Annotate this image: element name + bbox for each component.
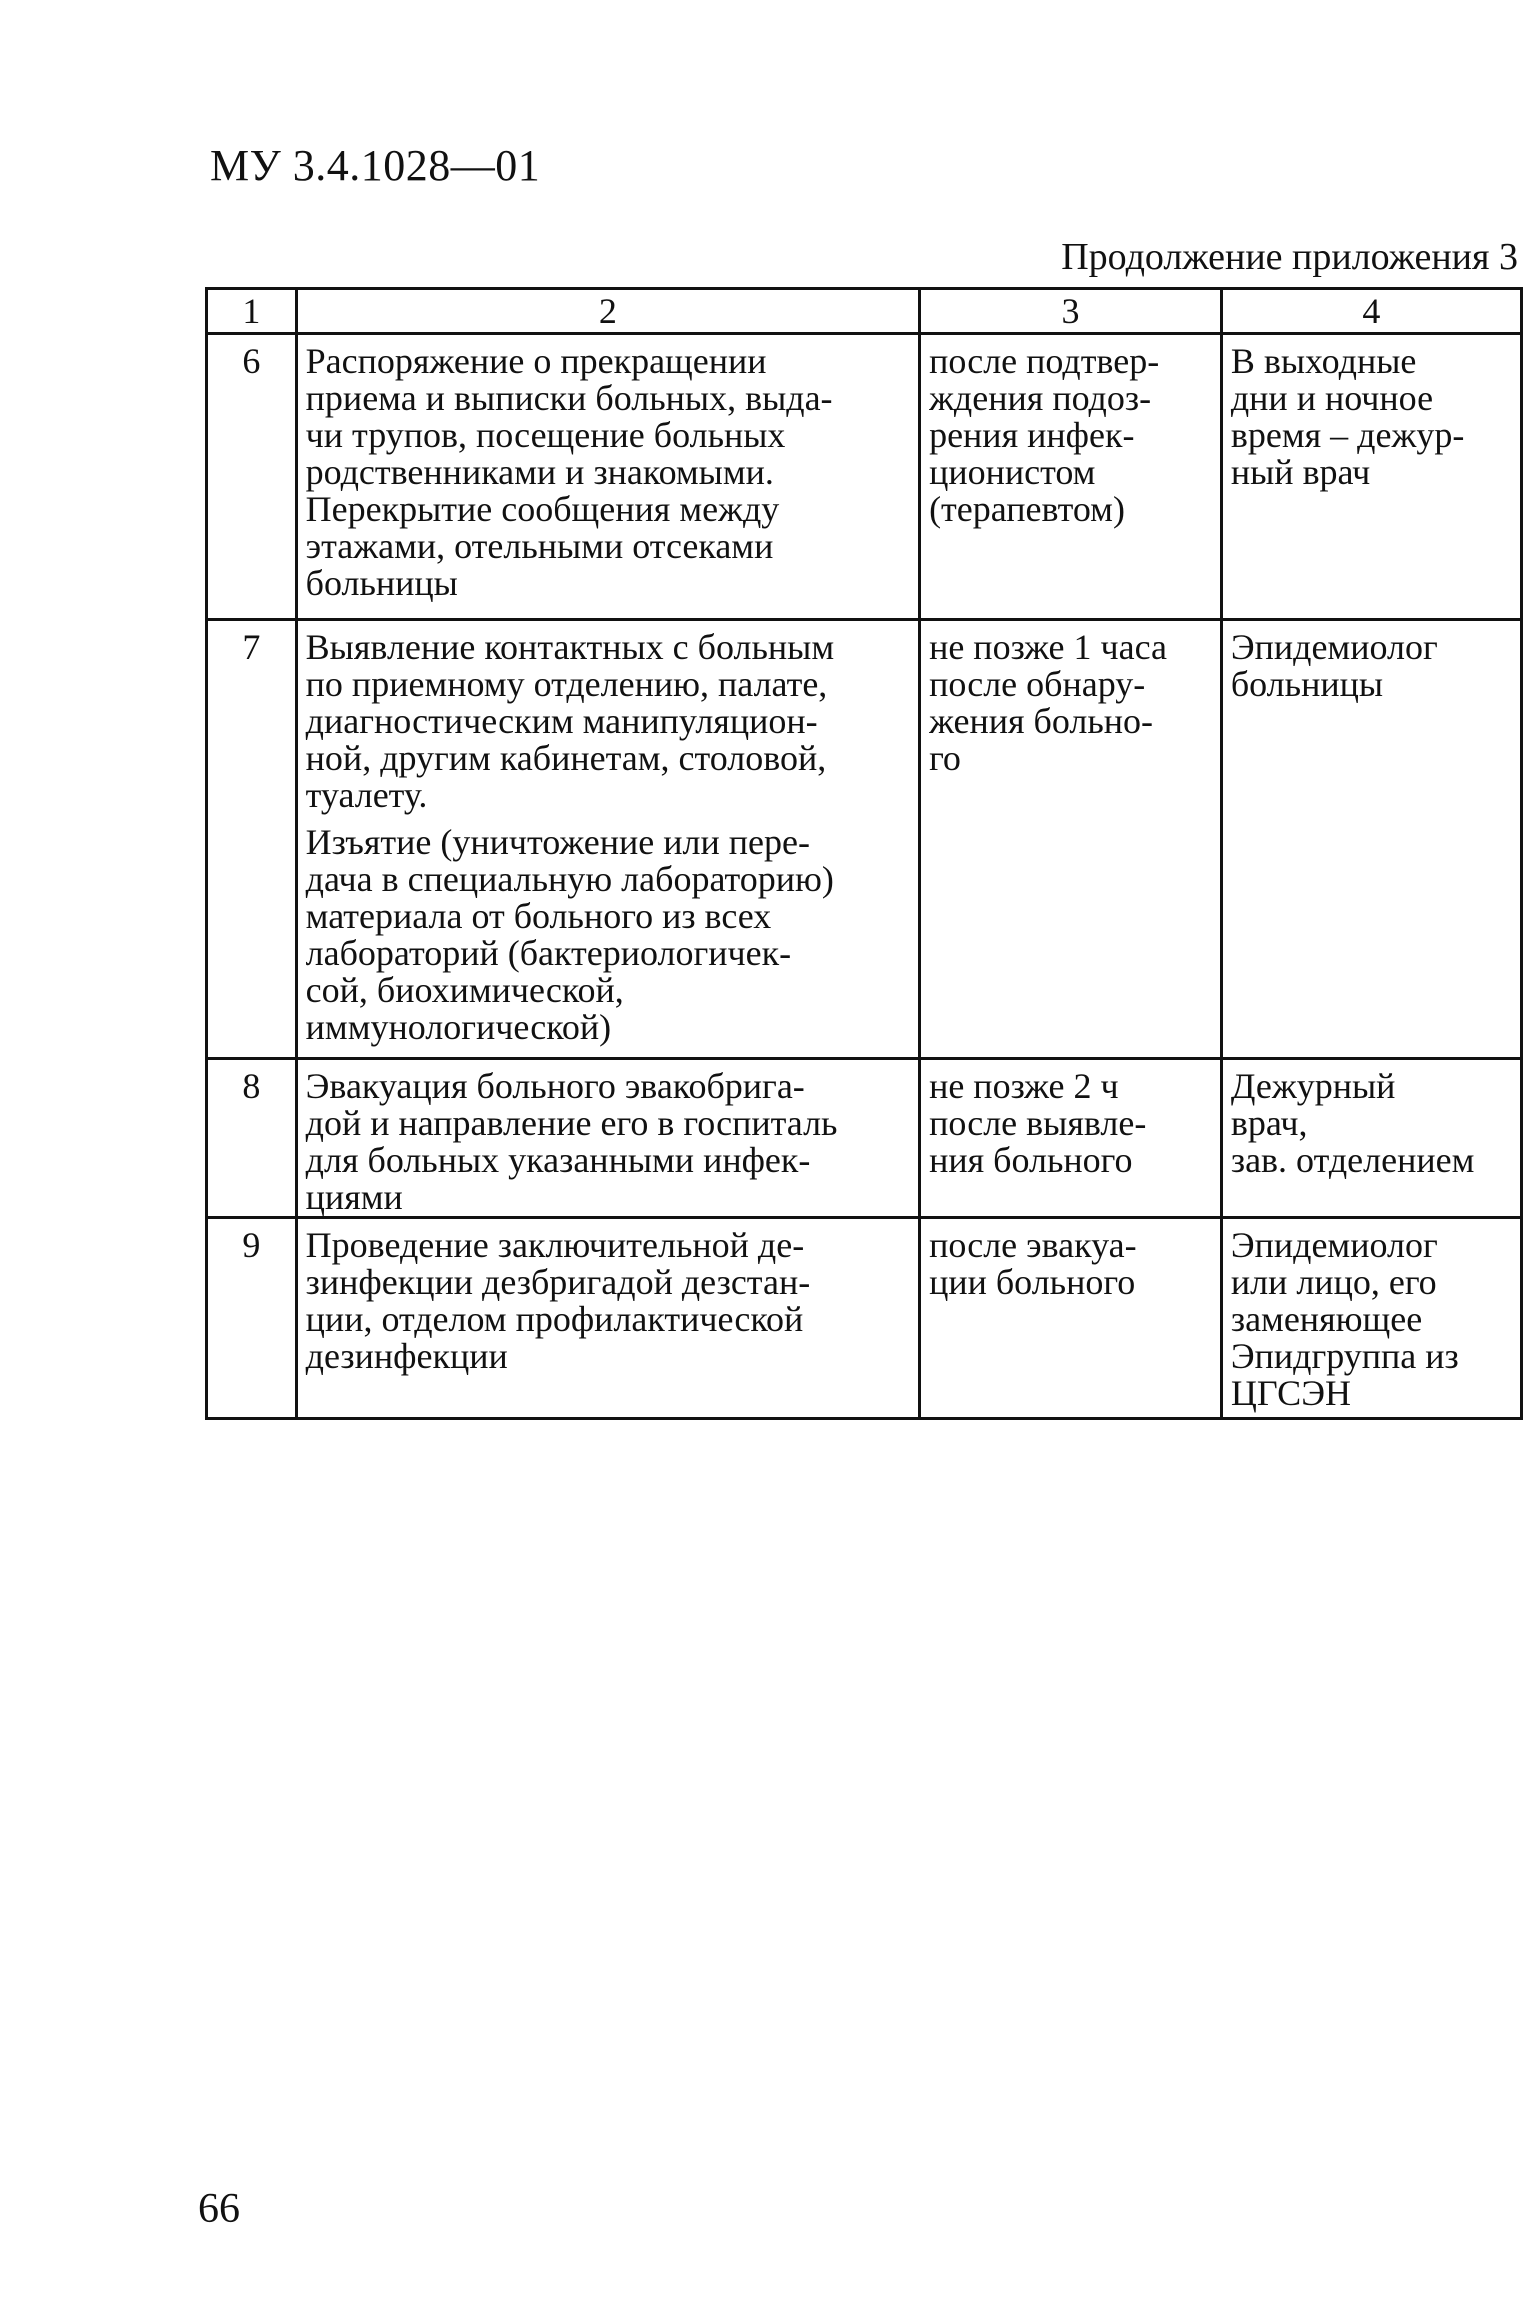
responsible-cell [1221,1218,1521,1419]
row-number: 6 [207,334,297,620]
responsible-cell [1221,334,1521,620]
responsible-text: Эпидемиолог больницы [1230,627,1438,704]
responsible-cell [1221,620,1521,1059]
timing-cell [920,1059,1222,1218]
timing-text: не позже 2 ч после выявле- ния больного [929,1066,1147,1180]
row-number: 9 [207,1218,297,1419]
action-text-secondary: Изъятие (уничтожение или пере- дача в специальную лабораторию) материала от больного из всех лабораторий (бактериологичек- сой, биохимической, иммунологической) [305,822,834,1047]
table-row [207,1059,1522,1218]
responsible-text: Эпидемиолог или лицо, его заменяющее Эпидгруппа из ЦГСЭН [1230,1225,1459,1413]
responsible-cell [1221,1059,1521,1218]
table-row [207,620,1522,1059]
action-text: Выявление контактных с больным по приемному отделению, палате, диагностическим манипуляцион- ной, другим кабинетам, столовой, туалету. [305,627,835,815]
table-row [207,334,1522,620]
header-col-1: 1 [207,289,297,334]
table-header-row [207,289,1522,334]
timing-text: после подтвер- ждения подоз- рения инфек- ционистом (терапевтом) [929,341,1160,529]
responsible-text: В выходные дни и ночное время – дежур- ный врач [1230,341,1465,492]
action-cell [296,1218,919,1419]
action-text: Проведение заключительной де- зинфекции дезбригадой дезстан- ции, отделом профилактической дезинфекции [305,1225,811,1376]
measures-table [205,287,1523,1420]
action-text: Распоряжение о прекращении приема и выписки больных, выда- чи трупов, посещение больных родственниками и знакомыми. Перекрытие сообщения между этажами, отельными отсеками больницы [305,341,833,603]
action-text: Эвакуация больного эвакобрига- дой и направление его в госпиталь для больных указанными инфек- циями [305,1066,838,1217]
action-cell [296,620,919,1059]
document-code: МУ 3.4.1028—01 [210,141,541,190]
header-col-3: 3 [920,289,1222,334]
header-col-2: 2 [296,289,919,334]
continuation-note: Продолжение приложения 3 [1061,236,1518,278]
timing-text: не позже 1 часа после обнару- жения больно- го [929,627,1167,778]
page-number: 66 [198,2186,240,2232]
action-cell [296,334,919,620]
timing-cell [920,1218,1222,1419]
timing-cell [920,620,1222,1059]
row-number: 8 [207,1059,297,1218]
table-row [207,1218,1522,1419]
header-col-4: 4 [1221,289,1521,334]
timing-text: после эвакуа- ции больного [929,1225,1137,1302]
responsible-text: Дежурный врач, зав. отделением [1230,1066,1475,1180]
action-cell [296,1059,919,1218]
timing-cell [920,334,1222,620]
row-number: 7 [207,620,297,1059]
